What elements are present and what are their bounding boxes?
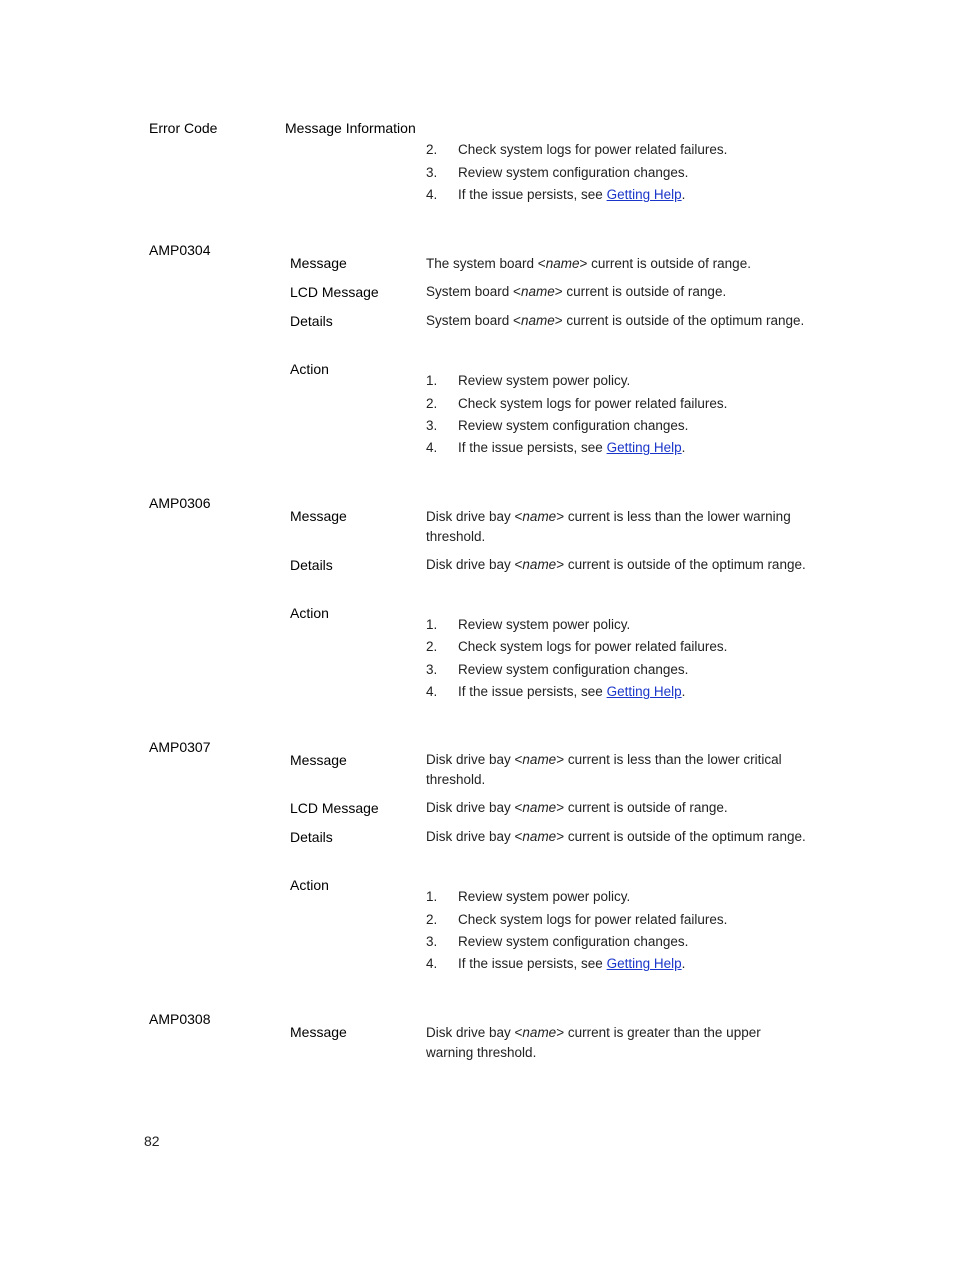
list-number: 4. — [426, 440, 438, 455]
message-text: Disk drive bay <name> current is less than the lower critical threshold. — [426, 752, 782, 787]
getting-help-link[interactable]: Getting Help — [606, 684, 682, 699]
column-header-message-information: Message Information — [285, 120, 416, 136]
list-number: 4. — [426, 956, 438, 971]
list-item-text: If the issue persists, see — [458, 187, 607, 202]
list-item: Review system power policy. — [458, 889, 631, 904]
list-item: Review system configuration changes. — [458, 934, 689, 949]
error-code: AMP0308 — [149, 1011, 211, 1027]
list-item: Check system logs for power related failures. — [458, 142, 728, 157]
details-text: Disk drive bay <name> current is outside of the optimum range. — [426, 829, 806, 844]
error-code: AMP0307 — [149, 739, 211, 755]
list-number: 2. — [426, 639, 438, 654]
list-number: 1. — [426, 889, 438, 904]
message-text: The system board <name> current is outside of range. — [426, 256, 751, 271]
list-item: Review system configuration changes. — [458, 165, 689, 180]
details-text: System board <name> current is outside of the optimum range. — [426, 313, 805, 328]
list-item-period: . — [681, 187, 686, 202]
list-number: 3. — [426, 934, 438, 949]
field-label-message: Message — [290, 1024, 347, 1040]
field-label-message: Message — [290, 508, 347, 524]
list-item: Review system power policy. — [458, 373, 631, 388]
lcd-message-text: System board <name> current is outside of range. — [426, 284, 727, 299]
column-header-error-code: Error Code — [149, 120, 218, 136]
list-item: Check system logs for power related failures. — [458, 639, 728, 654]
list-item: Check system logs for power related failures. — [458, 396, 728, 411]
field-label-message: Message — [290, 255, 347, 271]
list-number: 2. — [426, 396, 438, 411]
getting-help-link[interactable]: Getting Help — [606, 440, 682, 455]
list-item: Review system configuration changes. — [458, 418, 689, 433]
field-label-action: Action — [290, 877, 329, 893]
list-number: 1. — [426, 373, 438, 388]
message-text: Disk drive bay <name> current is greater than the upper warning threshold. — [426, 1025, 761, 1060]
field-label-lcd-message: LCD Message — [290, 284, 379, 300]
message-text: Disk drive bay <name> current is less than the lower warning threshold. — [426, 509, 791, 544]
getting-help-link[interactable]: Getting Help — [606, 956, 682, 971]
field-label-details: Details — [290, 557, 333, 573]
list-number: 2. — [426, 912, 438, 927]
list-number: 2. — [426, 142, 438, 157]
field-label-lcd-message: LCD Message — [290, 800, 379, 816]
list-item: If the issue persists, see Getting Help. — [458, 956, 686, 971]
field-label-action: Action — [290, 361, 329, 377]
page-number: 82 — [144, 1133, 160, 1149]
list-item: Review system power policy. — [458, 617, 631, 632]
field-label-action: Action — [290, 605, 329, 621]
list-item: Check system logs for power related failures. — [458, 912, 728, 927]
list-item: If the issue persists, see Getting Help. — [458, 440, 686, 455]
error-code: AMP0304 — [149, 242, 211, 258]
list-number: 4. — [426, 187, 438, 202]
list-number: 3. — [426, 165, 438, 180]
field-label-message: Message — [290, 752, 347, 768]
list-item — [458, 187, 685, 202]
list-number: 1. — [426, 617, 438, 632]
getting-help-link[interactable]: Getting Help — [606, 187, 682, 202]
lcd-message-text: Disk drive bay <name> current is outside of range. — [426, 800, 728, 815]
list-item: If the issue persists, see Getting Help. — [458, 684, 686, 699]
list-number: 3. — [426, 418, 438, 433]
list-item: Review system configuration changes. — [458, 662, 689, 677]
field-label-details: Details — [290, 313, 333, 329]
list-number: 4. — [426, 684, 438, 699]
details-text: Disk drive bay <name> current is outside of the optimum range. — [426, 557, 806, 572]
field-label-details: Details — [290, 829, 333, 845]
error-code: AMP0306 — [149, 495, 211, 511]
list-number: 3. — [426, 662, 438, 677]
